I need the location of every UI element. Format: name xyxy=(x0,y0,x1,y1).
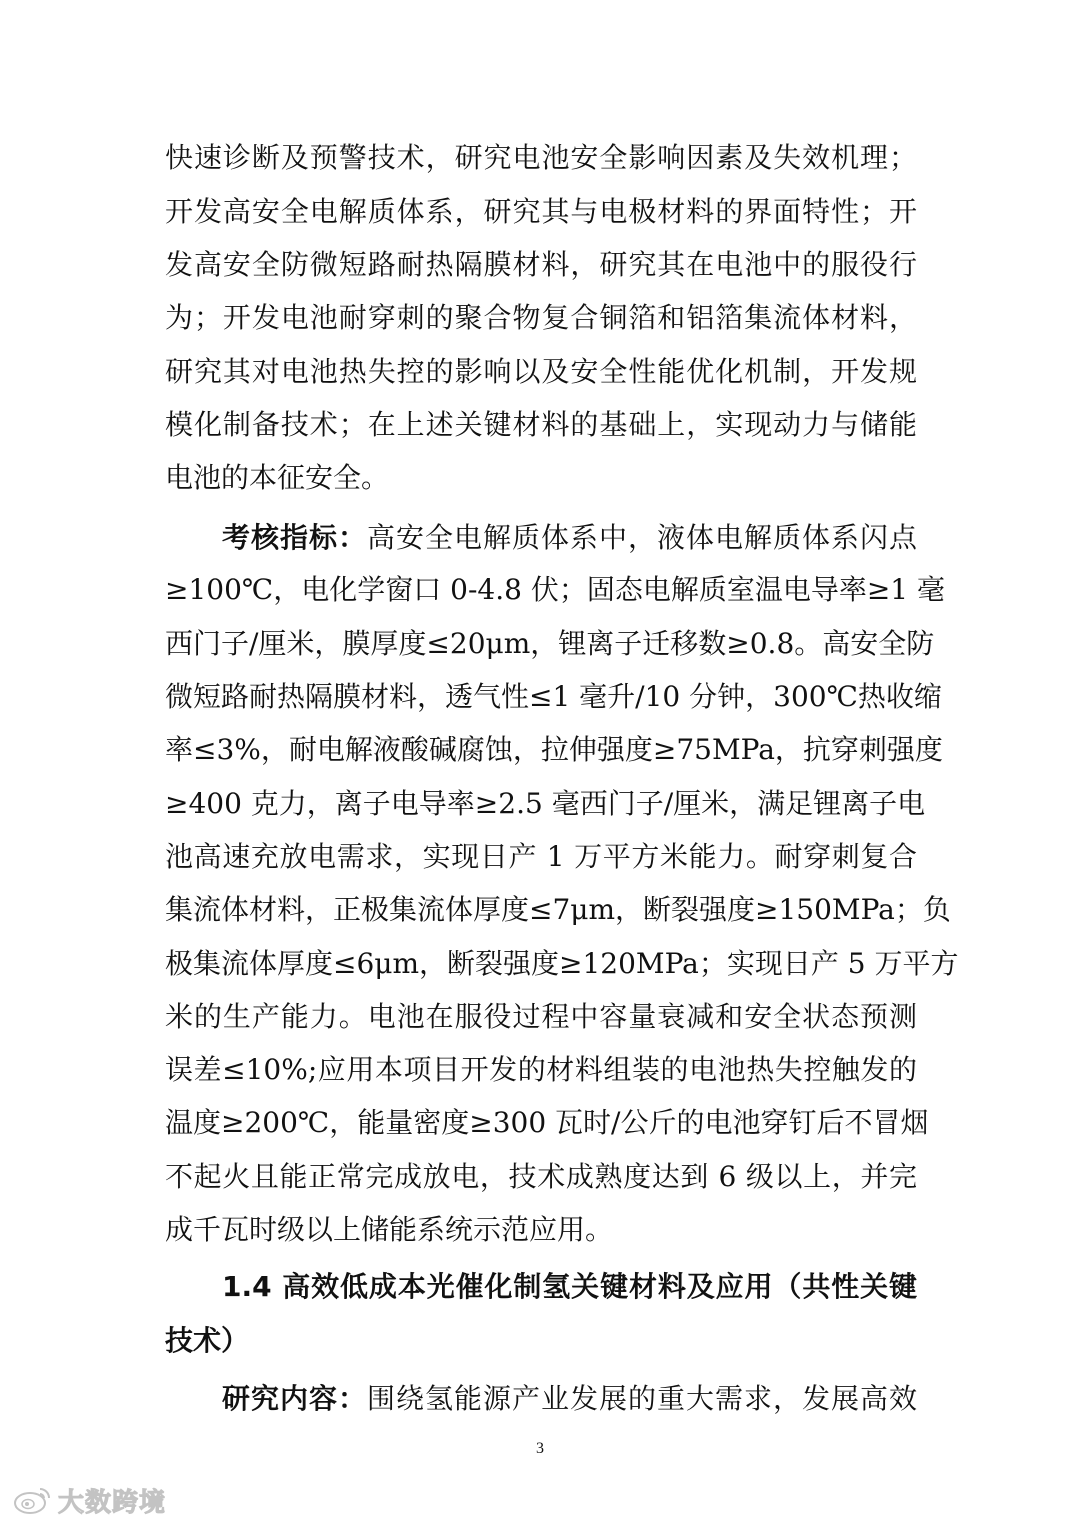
para2-line-13: 不起火且能正常完成放电，技术成熟度达到 6 级以上，并完 xyxy=(165,1160,917,1193)
section-heading-line-1: 1.4 高效低成本光催化制氢关键材料及应用（共性关键 xyxy=(222,1270,917,1303)
para2-line-12: 温度≥200℃，能量密度≥300 瓦时/公斤的电池穿钉后不冒烟 xyxy=(165,1106,929,1139)
watermark-text: 大数跨境 xyxy=(58,1487,167,1518)
para2-line-2: ≥100℃，电化学窗口 0-4.8 伏；固态电解质室温电导率≥1 毫 xyxy=(165,573,946,606)
para1-line-1: 快速诊断及预警技术，研究电池安全影响因素及失效机理； xyxy=(165,141,917,174)
para1-line-2: 开发高安全电解质体系，研究其与电极材料的界面特性；开 xyxy=(165,195,917,228)
para2-line-4: 微短路耐热隔膜材料，透气性≤1 毫升/10 分钟，300℃热收缩 xyxy=(165,680,942,713)
para1-line-6: 模化制备技术；在上述关键材料的基础上，实现动力与储能 xyxy=(165,408,917,441)
para2-line-10: 米的生产能力。电池在服役过程中容量衰减和安全状态预测 xyxy=(165,1000,917,1033)
para2-line-3: 西门子/厘米，膜厚度≤20μm，锂离子迁移数≥0.8。高安全防 xyxy=(165,627,935,660)
para3-rest: 围绕氢能源产业发展的重大需求，发展高效 xyxy=(367,1382,917,1415)
para1-line-7: 电池的本征安全。 xyxy=(165,461,390,494)
para1-line-5: 研究其对电池热失控的影响以及安全性能优化机制，开发规 xyxy=(165,355,917,388)
para1-line-3: 发高安全防微短路耐热隔膜材料，研究其在电池中的服役行 xyxy=(165,248,917,281)
para1-line-4: 为；开发电池耐穿刺的聚合物复合铜箔和铝箔集流体材料， xyxy=(165,301,917,334)
para2-line-1 xyxy=(222,515,917,561)
para2-line-8: 集流体材料，正极集流体厚度≤7μm，断裂强度≥150MPa；负 xyxy=(165,893,951,926)
para2-line-5: 率≤3%，耐电解液酸碱腐蚀，拉伸强度≥75MPa，抗穿刺强度 xyxy=(165,733,943,766)
para2-label: 考核指标： xyxy=(222,521,367,554)
para2-line-6: ≥400 克力，离子电导率≥2.5 毫西门子/厘米，满足锂离子电 xyxy=(165,787,926,820)
watermark xyxy=(12,1482,166,1518)
page-number: 3 xyxy=(536,1440,544,1457)
para3-line-1 xyxy=(222,1376,917,1422)
para2-first-rest: 高安全电解质体系中，液体电解质体系闪点 xyxy=(367,521,917,554)
para2-line-11: 误差≤10%;应用本项目开发的材料组装的电池热失控触发的 xyxy=(165,1053,917,1086)
para2-line-14: 成千瓦时级以上储能系统示范应用。 xyxy=(165,1213,614,1246)
para3-label: 研究内容： xyxy=(222,1382,367,1415)
weibo-icon xyxy=(12,1484,54,1516)
para2-line-9: 极集流体厚度≤6μm，断裂强度≥120MPa；实现日产 5 万平方 xyxy=(165,947,959,980)
para2-line-7: 池高速充放电需求，实现日产 1 万平方米能力。耐穿刺复合 xyxy=(165,840,917,873)
section-heading-line-2: 技术） xyxy=(165,1324,250,1357)
